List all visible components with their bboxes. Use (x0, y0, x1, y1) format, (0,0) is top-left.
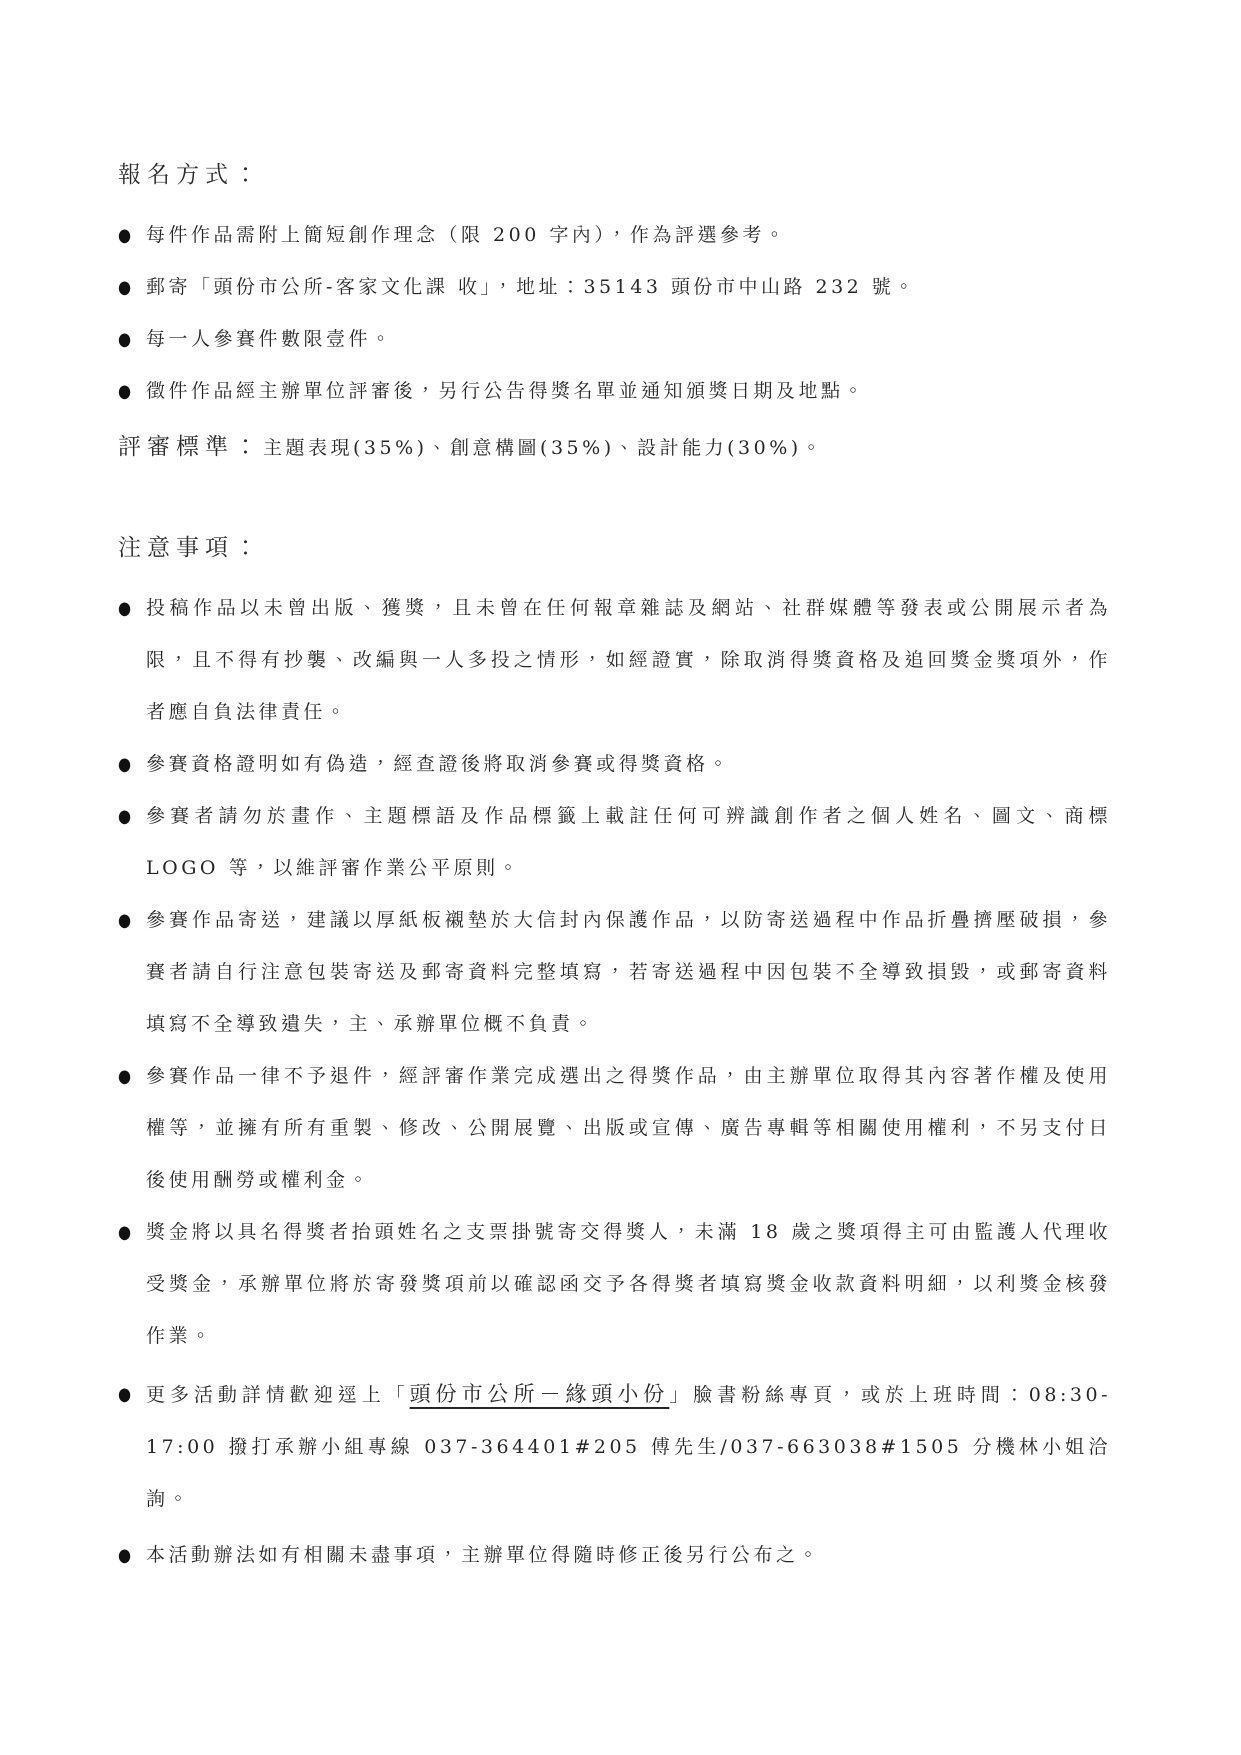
criteria-text: 主題表現(35%)、創意構圖(35%)、設計能力(30%)。 (263, 437, 825, 459)
bullet-icon: ● (118, 753, 132, 775)
item-text: 每件作品需附上簡短創作理念（限 200 字內），作為評選參考。 (146, 224, 788, 246)
item-text: 獎金將以具名得獎者抬頭姓名之支票掛號寄交得獎人，未滿 18 歲之獎項得主可由監護人代理收受獎金，承辦單位將於寄發獎項前以確認函交予各得獎者填寫獎金收款資料明細，以利獎金核發作業。 (146, 1221, 1111, 1347)
criteria-line (118, 417, 1111, 478)
item-text: 參賽作品寄送，建議以厚紙板襯墊於大信封內保護作品，以防寄送過程中作品折疊擠壓破損，參賽者請自行注意包裝寄送及郵寄資料完整填寫，若寄送過程中因包裝不全導致損毀，或郵寄資料填寫不全導致遺失，主、承辦單位概不負責。 (146, 909, 1111, 1035)
registration-bullet-list (118, 209, 1111, 417)
bullet-icon: ● (118, 328, 132, 350)
list-item (118, 1050, 1111, 1206)
bullet-icon: ● (118, 380, 132, 402)
item-text: 參賽者請勿於畫作、主題標語及作品標籤上載註任何可辨識創作者之個人姓名、圖文、商標 LOGO 等，以維評審作業公平原則。 (146, 805, 1111, 879)
item-text: 投稿作品以未曾出版、獲獎，且未曾在任何報章雜誌及網站、社群媒體等發表或公開展示者為限，且不得有抄襲、改編與一人多投之情形，如經證實，除取消得獎資格及追回獎金獎項外，作者應自負法律責任。 (146, 597, 1111, 723)
bullet-icon: ● (118, 1544, 132, 1566)
list-item (118, 1529, 1111, 1581)
list-item (118, 894, 1111, 1050)
item-text: 郵寄「頭份市公所-客家文化課 收」，地址：35143 頭份市中山路 232 號。 (146, 276, 917, 298)
bullet-icon: ● (118, 805, 132, 827)
list-item (118, 209, 1111, 261)
bullet-icon: ● (118, 1221, 132, 1243)
notes-heading: 注意事項： (118, 535, 263, 561)
list-item (118, 313, 1111, 365)
item-text: 每一人參賽件數限壹件。 (146, 328, 394, 350)
list-item (118, 365, 1111, 417)
item-text: 本活動辦法如有相關未盡事項，主辦單位得隨時修正後另行公布之。 (146, 1544, 822, 1566)
list-item (118, 261, 1111, 313)
item-text: 參賽作品一律不予退件，經評審作業完成選出之得獎作品，由主辦單位取得其內容著作權及使用權等，並擁有所有重製、修改、公開展覽、出版或宣傳、廣告專輯等相關使用權利，不另支付日後使用酬勞或權利金。 (146, 1065, 1111, 1191)
criteria-label: 評審標準： (118, 434, 263, 460)
list-item (118, 738, 1111, 790)
list-item-facebook (118, 1368, 1111, 1525)
registration-heading: 報名方式： (118, 162, 263, 188)
bullet-icon: ● (118, 909, 132, 931)
list-item (118, 1206, 1111, 1362)
item-text-suffix: 」臉書粉絲專頁，或於上班時間：08:30-17:00 撥打承辦小組專線 037-364401#205 傅先生/037-663038#1505 分機林小姐洽詢。 (146, 1384, 1111, 1510)
bullet-icon: ● (118, 597, 132, 619)
list-item (118, 790, 1111, 894)
bullet-icon: ● (118, 276, 132, 298)
bullet-icon: ● (118, 1383, 132, 1405)
bullet-icon: ● (118, 224, 132, 246)
facebook-page-link: 頭份市公所－緣頭小份 (409, 1382, 670, 1406)
list-item (118, 582, 1111, 738)
item-text-prefix: 更多活動詳情歡迎逕上「 (146, 1384, 410, 1406)
notes-bullet-list (118, 582, 1111, 1581)
bullet-icon: ● (118, 1065, 132, 1087)
item-text: 徵件作品經主辦單位評審後，另行公告得獎名單並通知頒獎日期及地點。 (146, 380, 867, 402)
item-text: 參賽資格證明如有偽造，經查證後將取消參賽或得獎資格。 (146, 753, 732, 775)
